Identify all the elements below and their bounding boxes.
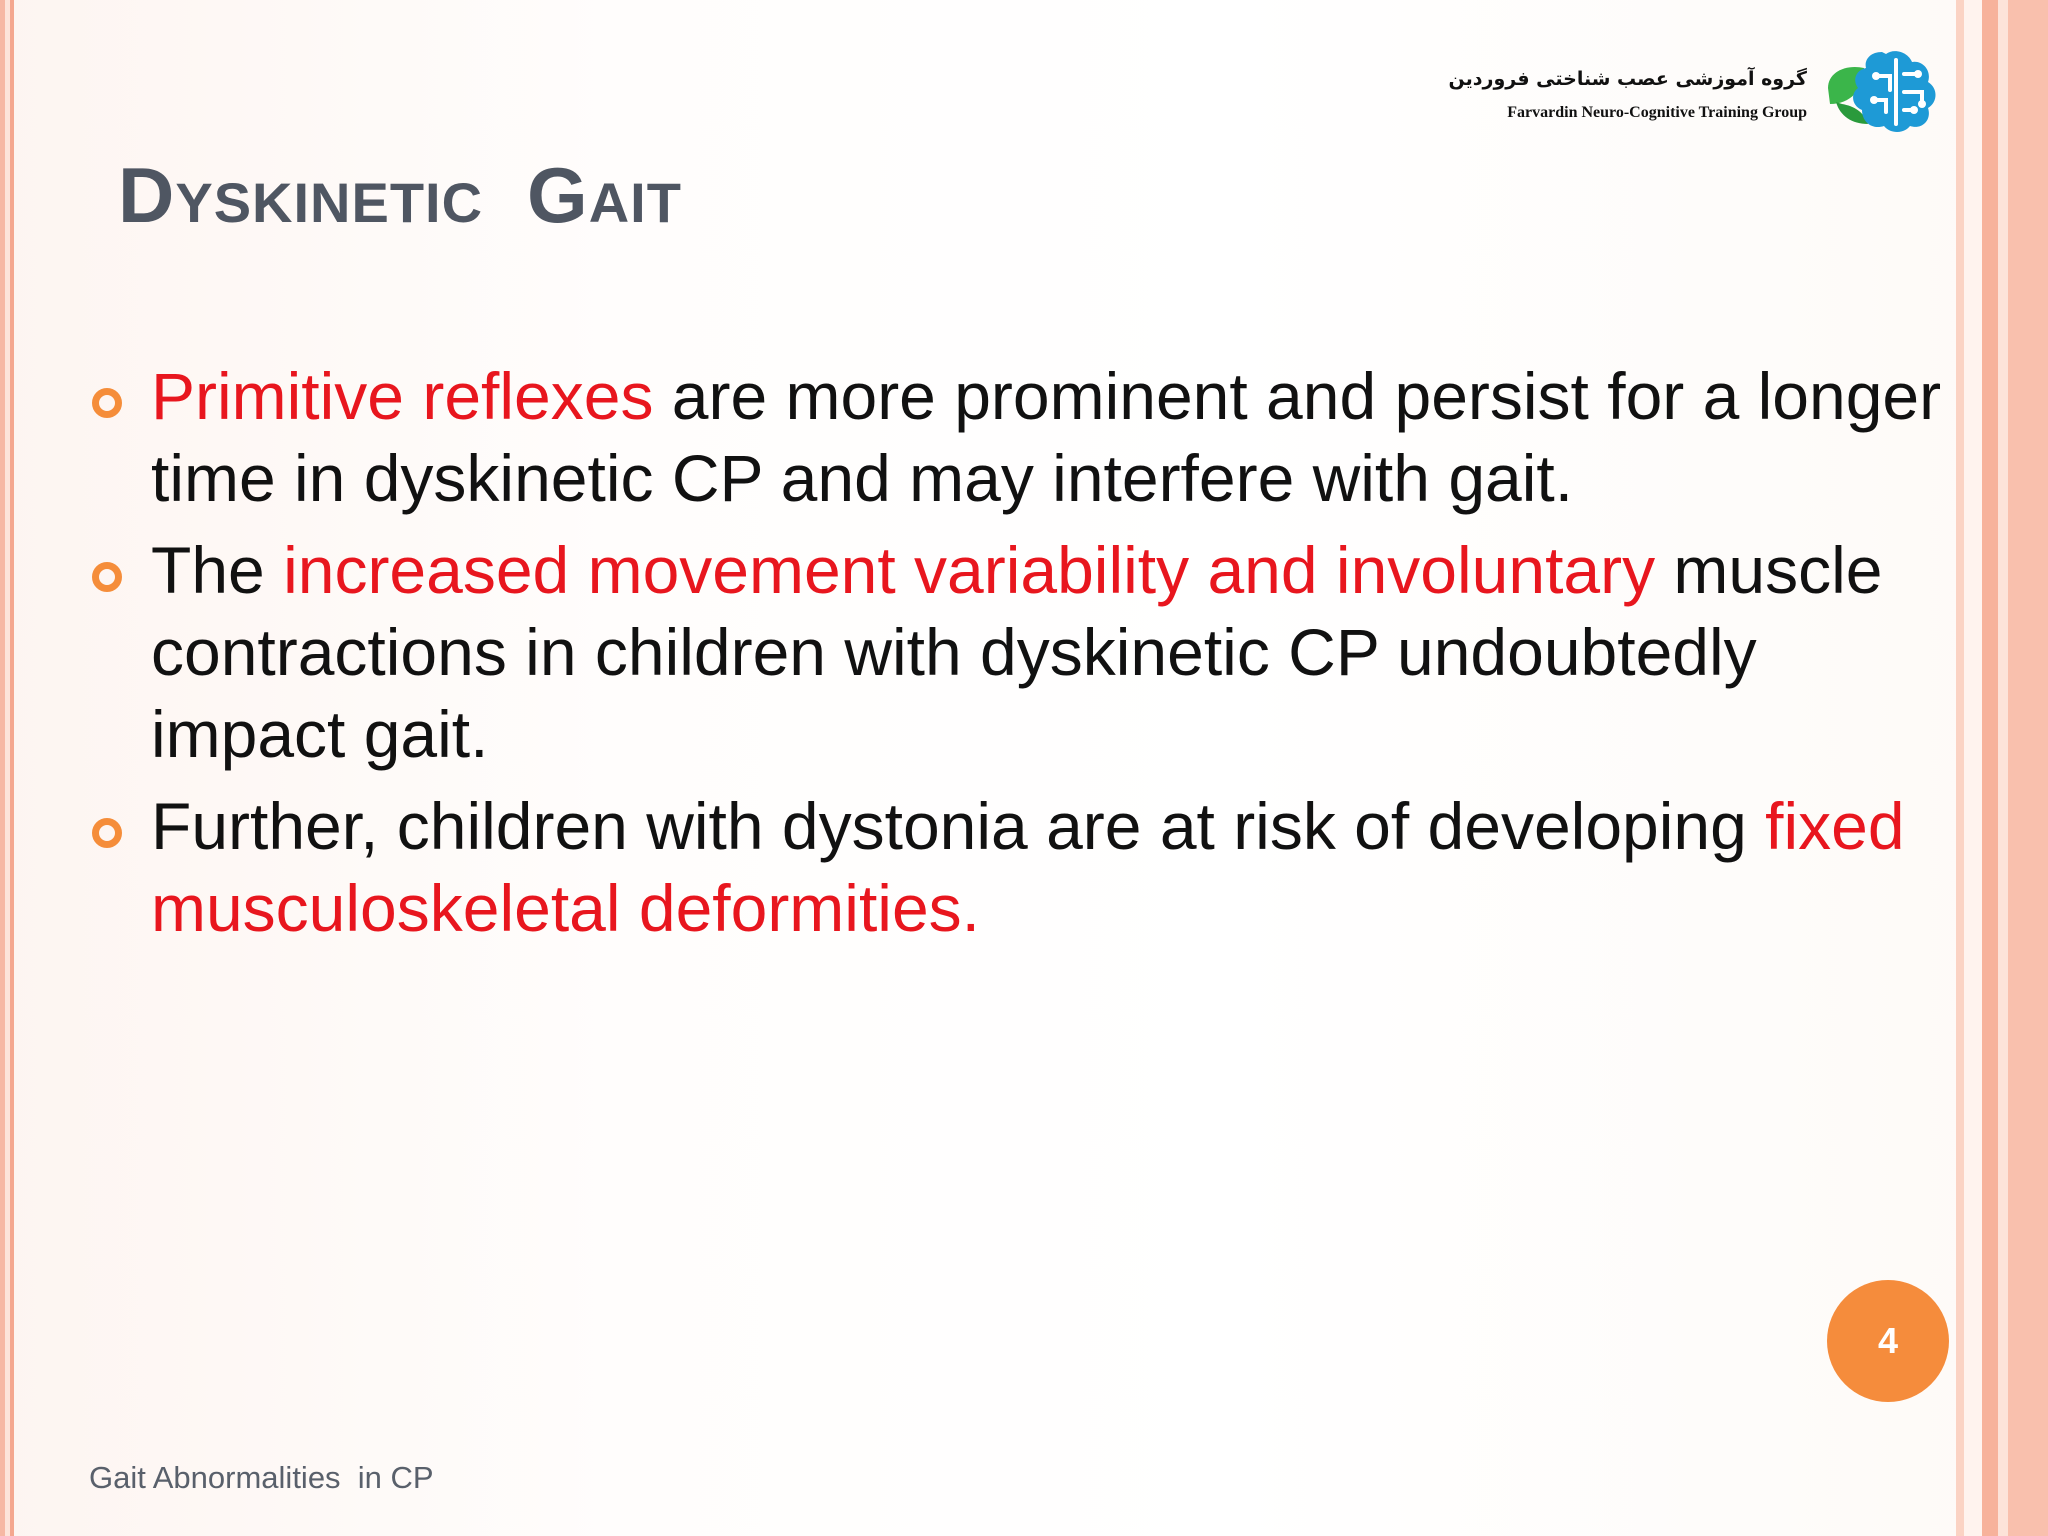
right-border-stripe [1964, 0, 1982, 1536]
footer-text: Gait Abnormalities in CP [89, 1460, 434, 1495]
bullet-item [90, 529, 1950, 775]
title-word-initial: G [527, 151, 589, 239]
title-word-initial: D [118, 151, 176, 239]
logo-name-english: Farvardin Neuro-Cognitive Training Group [1507, 104, 1807, 121]
highlighted-text: increased movement variability and involuntary [283, 533, 1656, 607]
logo [1448, 42, 1940, 142]
right-border-stripe [1956, 0, 1964, 1536]
title-word [527, 151, 682, 239]
ring-bullet-icon [92, 562, 122, 592]
title-word-rest: AIT [588, 171, 682, 234]
title-word-rest: YSKINETIC [175, 171, 484, 234]
bullet-text [151, 529, 1950, 775]
bullet-text-segment: are more prominent and persist for a longer time in dyskinetic CP and may interfere with gait. [151, 359, 1942, 515]
slide-title [118, 150, 682, 241]
right-border-stripe [1998, 0, 2008, 1536]
ring-bullet-icon [92, 818, 122, 848]
bullet-text-segment: muscle contractions in children with dyskinetic CP undoubtedly impact gait. [151, 533, 1883, 771]
highlighted-text: fixed musculoskeletal deformities. [151, 789, 1905, 945]
title-word [118, 151, 484, 239]
bullet-item [90, 785, 1950, 949]
brain-leaf-logo-icon [1824, 42, 1940, 142]
bullet-text-segment: Further, children with dystonia are at risk of developing [151, 789, 1766, 863]
page-number-badge: 4 [1827, 1280, 1949, 1402]
ring-bullet-icon [92, 388, 122, 418]
bullet-item [90, 355, 1950, 519]
highlighted-text: Primitive reflexes [151, 359, 654, 433]
right-border-stripe [1982, 0, 1998, 1536]
bullet-text [151, 785, 1950, 949]
bullet-list [90, 355, 1950, 959]
logo-name-persian: گروه آموزشی عصب شناختی فروردین [1448, 68, 1807, 90]
right-border-stripe [2008, 0, 2048, 1536]
bullet-text [151, 355, 1950, 519]
bullet-text-segment: The [151, 533, 284, 607]
left-border-stripe [10, 0, 14, 1536]
